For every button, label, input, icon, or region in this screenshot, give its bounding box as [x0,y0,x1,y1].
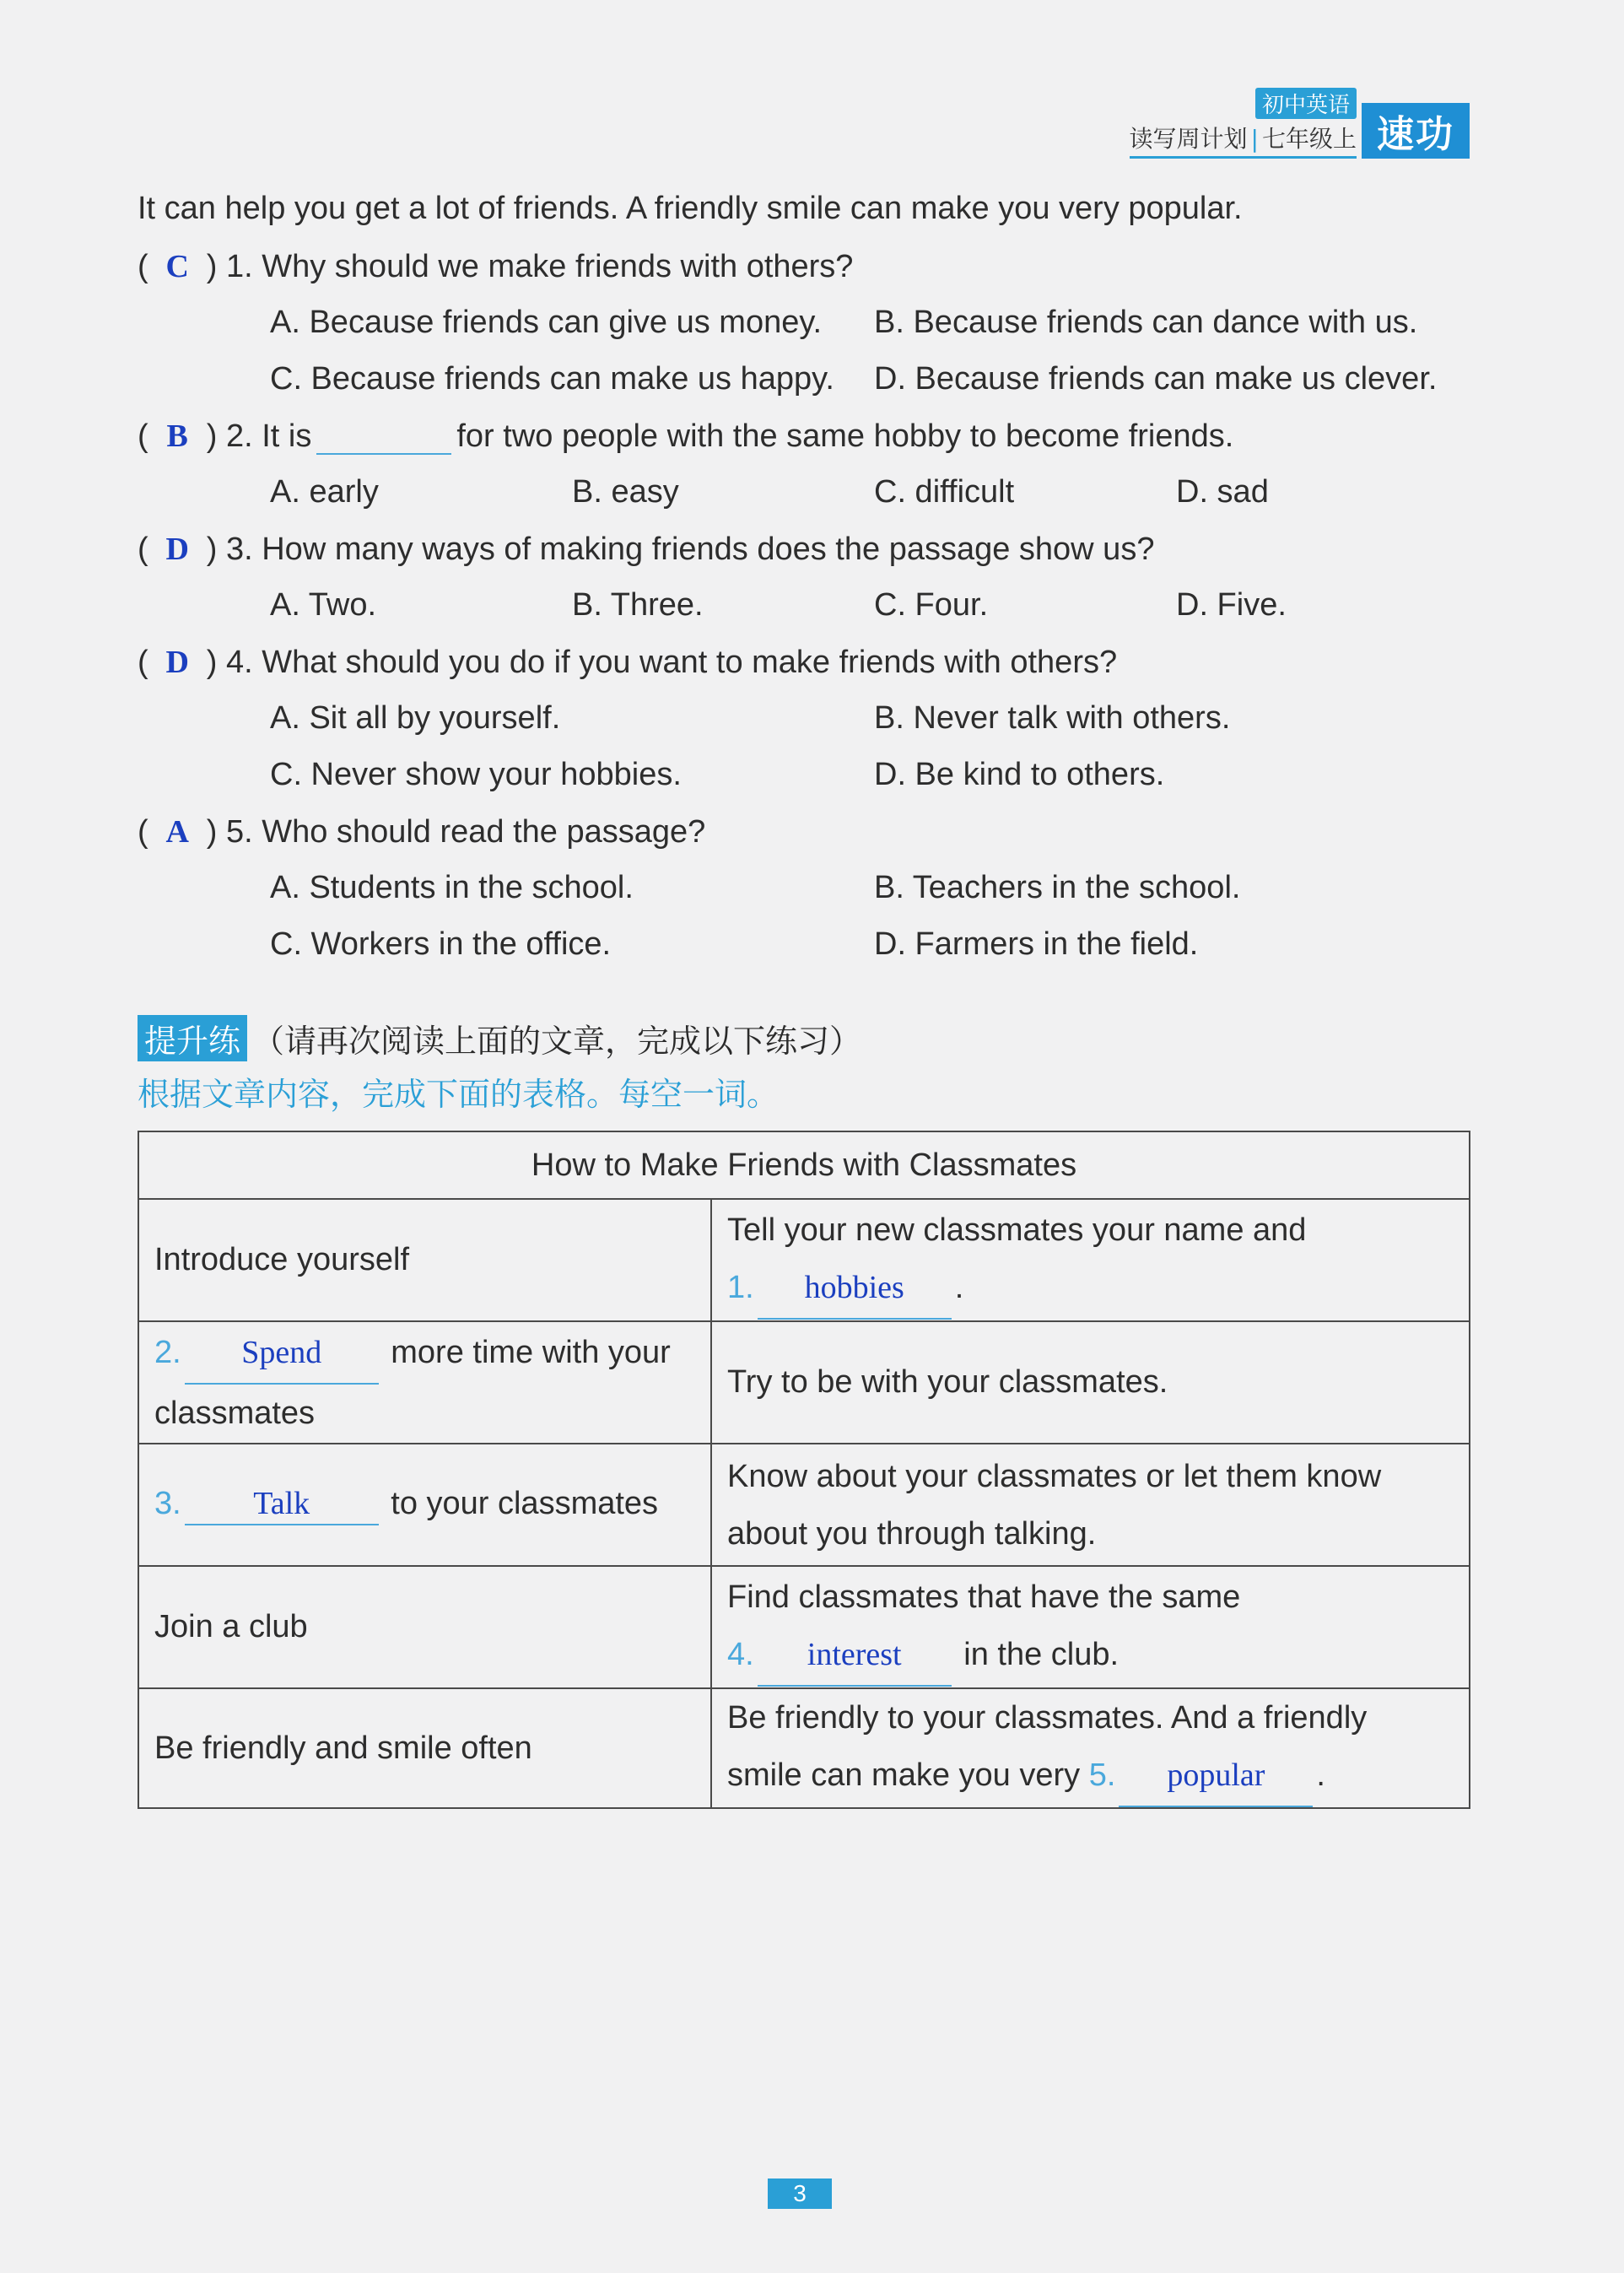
question-5: ( A ) 5. Who should read the passage? [138,814,706,850]
q4-option-b: B. Never talk with others. [874,700,1231,736]
row1-right: Tell your new classmates your name and 1. hobbies . [711,1199,1470,1321]
q2-option-d: D. sad [1176,474,1269,510]
table-row [138,1321,1470,1444]
blank-3-number: 3. [154,1485,181,1521]
row5-right: Be friendly to your classmates. And a friendly smile can make you very 5. popular . [711,1688,1470,1808]
row1-left: Introduce yourself [138,1199,711,1321]
question-3: ( D ) 3. How many ways of making friends does the passage show us? [138,532,1155,567]
blank-2-answer[interactable]: Spend [185,1324,379,1385]
q3-option-d: D. Five. [1176,587,1287,623]
blank-5-number: 5. [1088,1757,1116,1793]
section-badge: 提升练 [138,1015,247,1061]
question-2: ( B ) 2. It is for two people with the same hobby to become friends. [138,418,1234,454]
q3-option-a: A. Two. [270,587,377,623]
q3-option-b: B. Three. [572,587,704,623]
q4-option-c: C. Never show your hobbies. [270,757,682,792]
answer-3: D [165,532,189,567]
blank-1-answer[interactable]: hobbies [758,1259,952,1320]
answer-4: D [165,645,189,680]
q4-option-a: A. Sit all by yourself. [270,700,561,736]
book-title [1130,121,1357,159]
table-header-row [138,1131,1470,1199]
separator: | [1250,125,1259,153]
row4-left: Join a club [138,1566,711,1688]
friends-table [138,1131,1470,1809]
blank-1-number: 1. [727,1269,754,1305]
q5-option-d: D. Farmers in the field. [874,926,1199,962]
blank-5-answer[interactable]: popular [1119,1747,1313,1807]
question-2-blank [316,423,451,455]
row2-left [138,1321,711,1444]
section-title-text: （请再次阅读上面的文章，完成以下练习） [252,1023,862,1060]
row3-right-text-2: about you through talking. [727,1515,1097,1552]
row5-right-text-2: smile can make you very [727,1757,1081,1793]
row2-left-text-2: classmates [154,1395,316,1431]
row2-right: Try to be with your classmates. [711,1321,1470,1444]
table-row [138,1566,1470,1688]
row4-right-text-2: in the club. [963,1636,1120,1672]
row4-right-text: Find classmates that have the same [727,1579,1241,1615]
blank-2-number: 2. [154,1334,181,1370]
q4-option-d: D. Be kind to others. [874,757,1165,792]
q1-option-d: D. Because friends can make us clever. [874,361,1438,397]
grade-label: 七年级上 [1261,125,1357,153]
q5-option-b: B. Teachers in the school. [874,870,1241,905]
table-row [138,1688,1470,1808]
q2-option-c: C. difficult [874,474,1015,510]
q1-option-c: C. Because friends can make us happy. [270,361,834,397]
row4-right [711,1566,1470,1688]
question-4-stem: ) 4. What should you do if you want to make friends with others? [206,645,1118,680]
book-name: 读写周计划 [1129,125,1248,153]
series-tag: 初中英语 [1255,88,1357,119]
row3-right [711,1444,1470,1566]
question-4: ( D ) 4. What should you do if you want to make friends with others? [138,645,1118,680]
row2-left-text: more time with your [391,1334,671,1370]
question-3-stem: ) 3. How many ways of making friends does the passage show us? [206,532,1155,567]
page-number: 3 [768,2179,832,2209]
blank-4-number: 4. [727,1636,754,1672]
table-title: How to Make Friends with Classmates [138,1131,1470,1199]
question-1-stem: ) 1. Why should we make friends with others? [206,249,854,284]
row5-left: Be friendly and smile often [138,1688,711,1808]
question-2-stem-a: ) 2. It is [206,418,312,454]
row3-left [138,1444,711,1566]
table-row [138,1444,1470,1566]
q5-option-a: A. Students in the school. [270,870,634,905]
q3-option-c: C. Four. [874,587,989,623]
blank-3-answer[interactable]: Talk [185,1485,379,1525]
row1-right-text: Tell your new classmates your name and [727,1212,1307,1248]
row3-left-text: to your classmates [391,1485,659,1521]
q5-option-c: C. Workers in the office. [270,926,612,962]
section-title [138,1015,861,1061]
answer-2: B [166,418,188,454]
table-row [138,1199,1470,1321]
answer-5: A [165,814,189,850]
q2-option-a: A. early [270,474,379,510]
question-2-stem-b: for two people with the same hobby to become friends. [456,418,1234,454]
page-header [1129,93,1470,159]
q1-option-b: B. Because friends can dance with us. [874,305,1418,340]
section-instruction: 根据文章内容，完成下面的表格。每空一词。 [138,1076,780,1113]
q2-option-b: B. easy [572,474,679,510]
passage-last-line: It can help you get a lot of friends. A friendly smile can make you very popular. [138,191,1243,226]
answer-1: C [165,249,189,284]
blank-4-answer[interactable]: interest [758,1626,952,1687]
question-5-stem: ) 5. Who should read the passage? [206,814,706,850]
row3-right-text: Know about your classmates or let them know [727,1458,1382,1494]
question-1: ( C ) 1. Why should we make friends with others? [138,249,854,284]
row5-right-text: Be friendly to your classmates. And a friendly [727,1700,1368,1736]
q1-option-a: A. Because friends can give us money. [270,305,823,340]
brand-logo: 速功 [1362,103,1470,159]
